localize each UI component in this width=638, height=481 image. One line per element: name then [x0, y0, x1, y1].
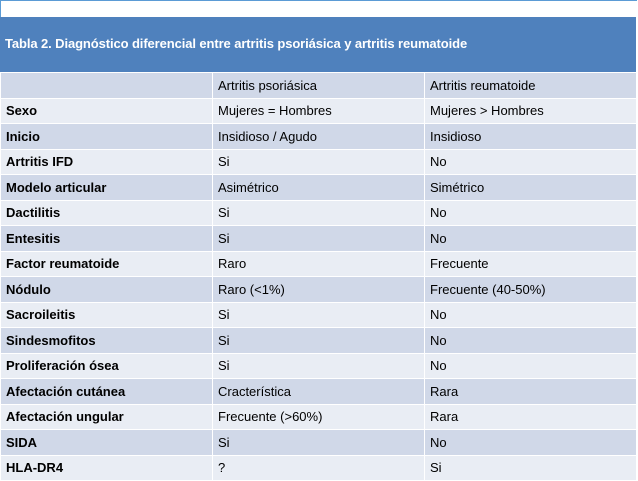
rheumatoid-value: No [425, 328, 637, 354]
rheumatoid-value: Rara [425, 404, 637, 430]
table-row [1, 175, 637, 201]
rheumatoid-value: Frecuente [425, 251, 637, 277]
row-label: Dactilitis [1, 200, 213, 226]
row-label: Afectación cutánea [1, 379, 213, 405]
row-label: Sindesmofitos [1, 328, 213, 354]
rheumatoid-value: Rara [425, 379, 637, 405]
table-row [1, 124, 637, 150]
psoriatic-value: Si [213, 200, 425, 226]
differential-diagnosis-table [0, 72, 637, 481]
table-title: Tabla 2. Diagnóstico diferencial entre artritis psoriásica y artritis reumatoide [0, 17, 636, 72]
table-row [1, 200, 637, 226]
row-label: Entesitis [1, 226, 213, 252]
table-row [1, 98, 637, 124]
table-row [1, 328, 637, 354]
row-label: Sexo [1, 98, 213, 124]
rheumatoid-value: Insidioso [425, 124, 637, 150]
rheumatoid-value: Si [425, 455, 637, 481]
psoriatic-value: Si [213, 328, 425, 354]
rheumatoid-value: No [425, 200, 637, 226]
table-row [1, 149, 637, 175]
table-row [1, 302, 637, 328]
table-row [1, 379, 637, 405]
psoriatic-value: Mujeres = Hombres [213, 98, 425, 124]
header-cell-psoriatic: Artritis psoriásica [213, 73, 425, 99]
rheumatoid-value: No [425, 353, 637, 379]
header-cell-rheumatoid: Artritis reumatoide [425, 73, 637, 99]
psoriatic-value: Si [213, 353, 425, 379]
psoriatic-value: Raro [213, 251, 425, 277]
row-label: Afectación ungular [1, 404, 213, 430]
table-row [1, 430, 637, 456]
rheumatoid-value: No [425, 302, 637, 328]
psoriatic-value: Si [213, 430, 425, 456]
rheumatoid-value: No [425, 149, 637, 175]
table-row [1, 353, 637, 379]
psoriatic-value: Si [213, 226, 425, 252]
rheumatoid-value: Simétrico [425, 175, 637, 201]
psoriatic-value: ? [213, 455, 425, 481]
table-row [1, 404, 637, 430]
row-label: Inicio [1, 124, 213, 150]
row-label: Factor reumatoide [1, 251, 213, 277]
table-row [1, 455, 637, 481]
psoriatic-value: Si [213, 149, 425, 175]
row-label: Nódulo [1, 277, 213, 303]
psoriatic-value: Asimétrico [213, 175, 425, 201]
psoriatic-value: Insidioso / Agudo [213, 124, 425, 150]
header-cell-empty [1, 73, 213, 99]
table-row [1, 277, 637, 303]
row-label: Modelo articular [1, 175, 213, 201]
row-label: Sacroileitis [1, 302, 213, 328]
rheumatoid-value: No [425, 226, 637, 252]
rheumatoid-value: Mujeres > Hombres [425, 98, 637, 124]
psoriatic-value: Cracterística [213, 379, 425, 405]
row-label: SIDA [1, 430, 213, 456]
rheumatoid-value: No [425, 430, 637, 456]
psoriatic-value: Si [213, 302, 425, 328]
row-label: Artritis IFD [1, 149, 213, 175]
table-row [1, 251, 637, 277]
row-label: HLA-DR4 [1, 455, 213, 481]
psoriatic-value: Raro (<1%) [213, 277, 425, 303]
psoriatic-value: Frecuente (>60%) [213, 404, 425, 430]
row-label: Proliferación ósea [1, 353, 213, 379]
table-row [1, 226, 637, 252]
table-header-row [1, 73, 637, 99]
rheumatoid-value: Frecuente (40-50%) [425, 277, 637, 303]
